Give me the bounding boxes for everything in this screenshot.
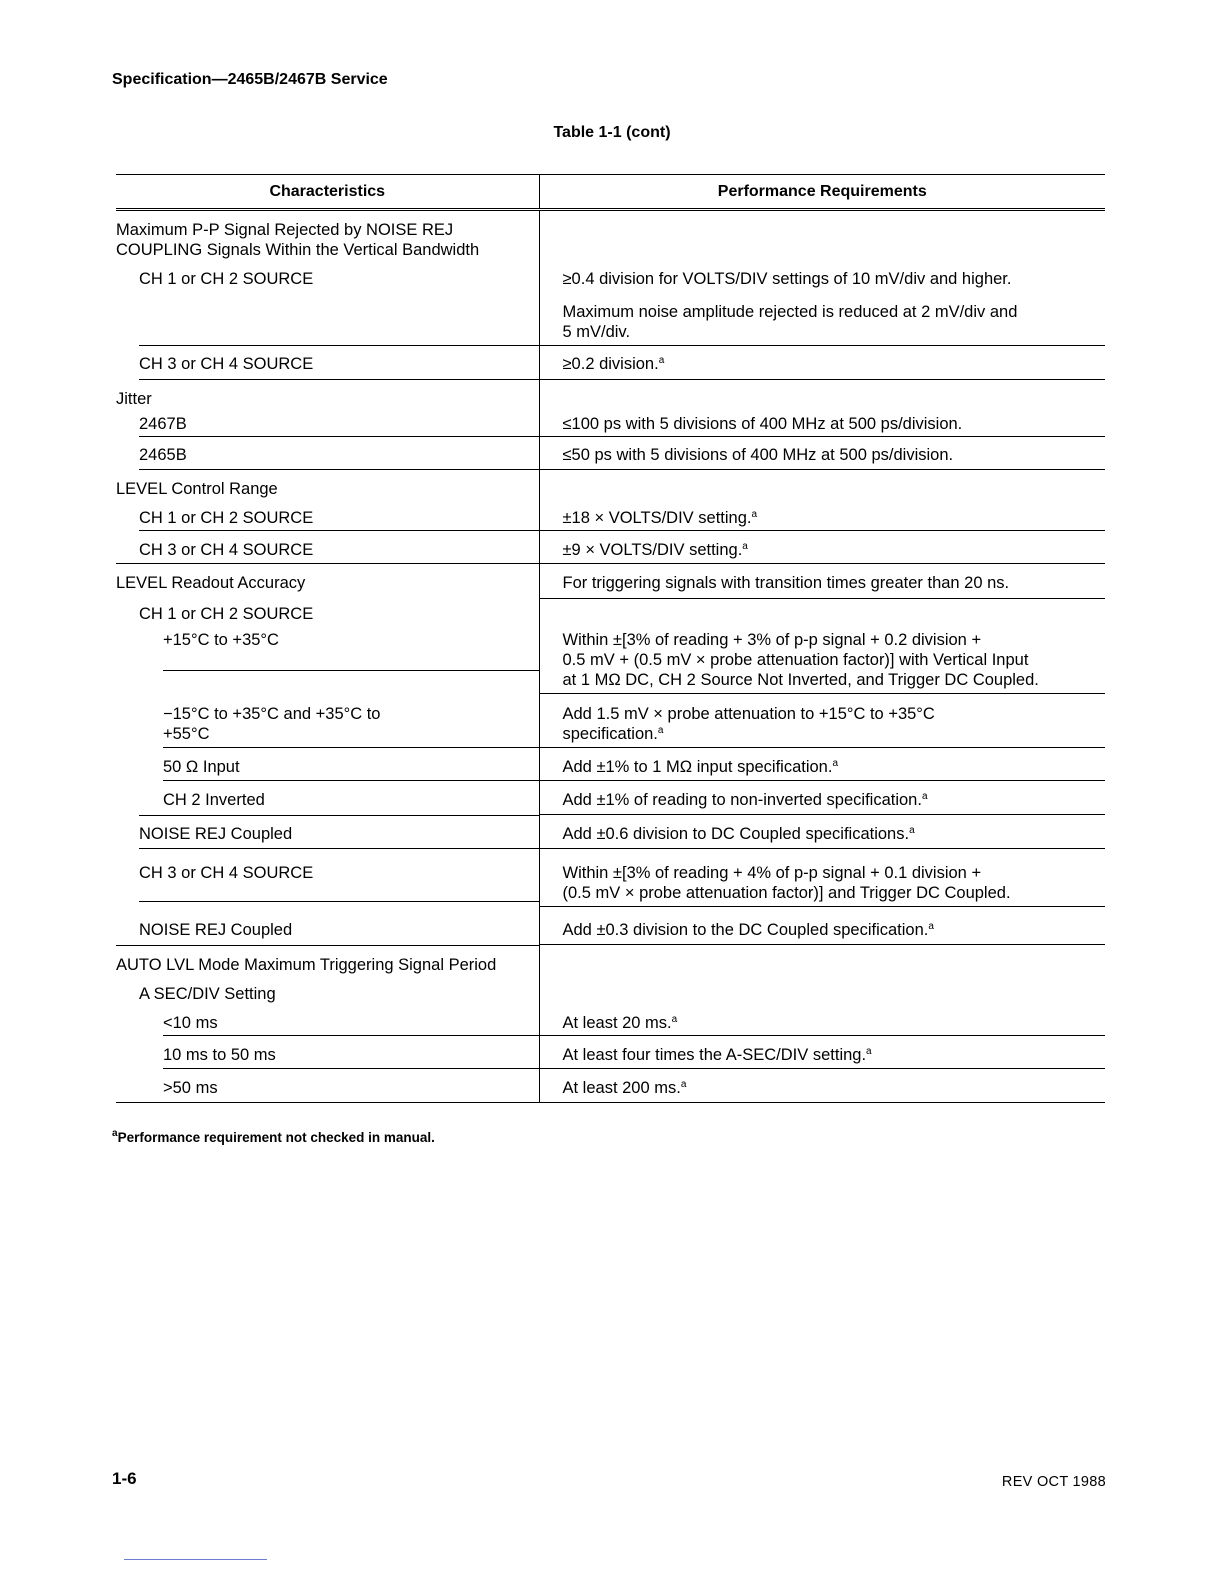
level-accuracy-ch34-requirement-line1: Within ±[3% of reading + 4% of p-p signal + 0.1 division + bbox=[562, 864, 982, 882]
table-row bbox=[116, 1036, 1105, 1069]
table-row bbox=[116, 907, 1105, 945]
level-accuracy-heading: LEVEL Readout Accuracy bbox=[116, 574, 306, 592]
level-accuracy-temp2-requirement-line1: Add 1.5 mV × probe attenuation to +15°C to +35°C bbox=[562, 705, 935, 723]
noise-rej-note-line2: 5 mV/div. bbox=[562, 323, 631, 341]
level-accuracy-50ohm-requirement: Add ±1% to 1 MΩ input specification.$^a$ bbox=[562, 758, 839, 776]
footnote-text: Performance requirement not checked in manual. bbox=[117, 1130, 435, 1145]
level-accuracy-temp2-label-line1: −15°C to +35°C and +35°C to bbox=[163, 705, 381, 723]
noise-rej-note-line1: Maximum noise amplitude rejected is reduced at 2 mV/div and bbox=[562, 303, 1018, 321]
level-accuracy-noise-rej-ch12-label: NOISE REJ Coupled bbox=[139, 825, 293, 843]
column-header-performance: Performance Requirements bbox=[539, 175, 1105, 210]
table-row bbox=[116, 380, 1105, 437]
level-accuracy-ch34-label: CH 3 or CH 4 SOURCE bbox=[139, 864, 314, 882]
table-row bbox=[116, 781, 1105, 815]
auto-lvl-10-50-label: 10 ms to 50 ms bbox=[163, 1045, 276, 1064]
noise-rej-heading-line2: COUPLING Signals Within the Vertical Bandwidth bbox=[116, 241, 480, 259]
table-row bbox=[116, 599, 1105, 694]
level-accuracy-temp1-label: +15°C to +35°C bbox=[163, 631, 279, 649]
revision-date: REV OCT 1988 bbox=[1001, 1474, 1106, 1490]
level-accuracy-noise-rej-ch34-requirement: Add ±0.3 division to the DC Coupled specification.$^a$ bbox=[562, 921, 934, 939]
jitter-2467b-label: 2467B bbox=[139, 415, 187, 433]
level-accuracy-temp1-requirement-line2: 0.5 mV + (0.5 mV × probe attenuation factor)] with Vertical Input bbox=[562, 651, 1029, 669]
table-row bbox=[116, 815, 1105, 849]
table-row bbox=[116, 564, 1105, 600]
level-accuracy-ch2-inverted-label: CH 2 Inverted bbox=[163, 791, 265, 809]
table-header-row bbox=[116, 175, 1105, 210]
level-range-heading: LEVEL Control Range bbox=[116, 480, 278, 498]
auto-lvl-lt10-requirement: At least 20 ms.$^a$ bbox=[562, 1013, 678, 1032]
noise-rej-ch34-label: CH 3 or CH 4 SOURCE bbox=[139, 355, 314, 373]
jitter-2465b-requirement: ≤50 ps with 5 divisions of 400 MHz at 500 ps/division. bbox=[562, 446, 954, 464]
page-header-title: Specification—2465B/2467B Service bbox=[112, 71, 388, 88]
level-accuracy-temp1-requirement-line1: Within ±[3% of reading + 3% of p-p signal + 0.2 division + bbox=[562, 631, 982, 649]
jitter-2465b-label: 2465B bbox=[139, 446, 187, 464]
level-accuracy-50ohm-label: 50 Ω Input bbox=[163, 758, 240, 776]
auto-lvl-10-50-requirement: At least four times the A-SEC/DIV setting.$^a$ bbox=[562, 1045, 872, 1064]
level-accuracy-ch34-requirement-line2: (0.5 mV × probe attenuation factor)] and Trigger DC Coupled. bbox=[562, 884, 1011, 902]
page-number: 1-6 bbox=[112, 1469, 137, 1488]
auto-lvl-gt50-label: >50 ms bbox=[163, 1078, 218, 1097]
level-range-ch12-requirement: ±18 × VOLTS/DIV setting.$^a$ bbox=[562, 509, 758, 527]
jitter-heading: Jitter bbox=[116, 390, 152, 408]
level-accuracy-noise-rej-ch34-label: NOISE REJ Coupled bbox=[139, 921, 293, 939]
noise-rej-ch12-requirement: ≥0.4 division for VOLTS/DIV settings of 10 mV/div and higher. bbox=[562, 270, 1012, 288]
table-row bbox=[116, 849, 1105, 907]
level-accuracy-noise-rej-ch12-requirement: Add ±0.6 division to DC Coupled specifications.$^a$ bbox=[562, 825, 915, 843]
table-row bbox=[116, 437, 1105, 470]
noise-rej-ch12-label: CH 1 or CH 2 SOURCE bbox=[139, 270, 314, 288]
noise-rej-ch34-requirement: ≥0.2 division.$^a$ bbox=[562, 355, 665, 373]
table-row bbox=[116, 345, 1105, 380]
noise-rej-heading-line1: Maximum P-P Signal Rejected by NOISE REJ bbox=[116, 221, 454, 239]
level-accuracy-ch2-inverted-requirement: Add ±1% of reading to non-inverted specification.$^a$ bbox=[562, 791, 928, 809]
table-row bbox=[116, 945, 1105, 1036]
level-range-ch34-label: CH 3 or CH 4 SOURCE bbox=[139, 541, 314, 559]
table-row bbox=[116, 531, 1105, 564]
table-row bbox=[116, 694, 1105, 748]
table-row bbox=[116, 210, 1105, 346]
level-accuracy-ch12-label: CH 1 or CH 2 SOURCE bbox=[139, 605, 314, 623]
level-accuracy-temp2-requirement-line2: specification.$^a$ bbox=[562, 725, 664, 743]
auto-lvl-lt10-label: <10 ms bbox=[163, 1013, 218, 1032]
jitter-2467b-requirement: ≤100 ps with 5 divisions of 400 MHz at 500 ps/division. bbox=[562, 415, 963, 433]
specification-table bbox=[116, 174, 1105, 1103]
level-range-ch34-requirement: ±9 × VOLTS/DIV setting.$^a$ bbox=[562, 541, 748, 559]
level-accuracy-temp2-label-line2: +55°C bbox=[163, 725, 210, 743]
column-header-characteristics: Characteristics bbox=[116, 175, 539, 210]
table-row bbox=[116, 1069, 1105, 1103]
footnote-mark: a bbox=[112, 1128, 118, 1139]
level-range-ch12-label: CH 1 or CH 2 SOURCE bbox=[139, 509, 314, 527]
auto-lvl-gt50-requirement: At least 200 ms.$^a$ bbox=[562, 1078, 687, 1097]
table-row bbox=[116, 748, 1105, 781]
table-title: Table 1-1 (cont) bbox=[553, 124, 671, 141]
level-accuracy-temp1-requirement-line3: at 1 MΩ DC, CH 2 Source Not Inverted, and Trigger DC Coupled. bbox=[562, 671, 1039, 689]
bottom-divider bbox=[124, 1559, 267, 1560]
table-row bbox=[116, 470, 1105, 531]
auto-lvl-heading: AUTO LVL Mode Maximum Triggering Signal Period bbox=[116, 955, 497, 974]
table-footnote bbox=[112, 1130, 435, 1145]
level-accuracy-heading-requirement: For triggering signals with transition times greater than 20 ns. bbox=[562, 574, 1010, 592]
auto-lvl-sec-div-label: A SEC/DIV Setting bbox=[139, 984, 276, 1003]
